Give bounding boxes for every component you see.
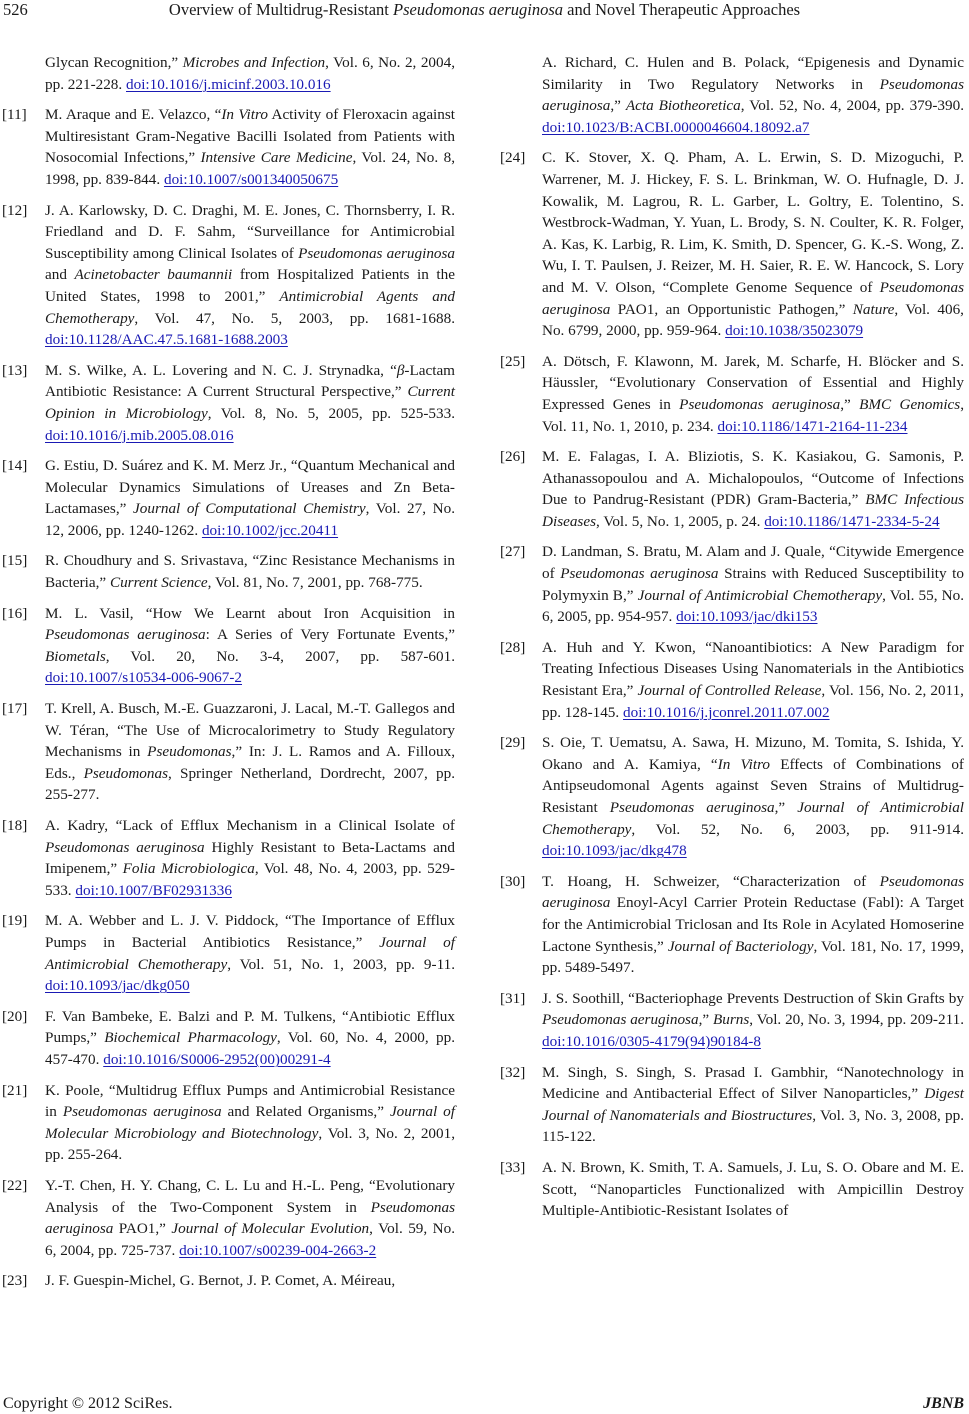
reference-number: [27] (500, 543, 526, 561)
italic-text: β (396, 361, 405, 379)
text-run: , Vol. 59, No. 6, 2004, pp. 725-737. (45, 1220, 456, 1259)
text-run: Effects of Combinations of Antipseudomonal Agents against Seven Strains of Multidrug-Resistant (542, 755, 964, 816)
reference-number: [29] (500, 734, 526, 752)
italic-text: BMC Infectious Diseases (542, 491, 964, 530)
text-run: , Springer Netherland, Dordrecht, 2007, pp. 255-277. (45, 764, 456, 804)
reference-entry (497, 732, 964, 862)
references-left-column (0, 52, 455, 1301)
text-run: , Vol. 60, No. 4, 2000, pp. 457-470. (45, 1029, 456, 1068)
italic-text: Pseudomonas aeruginosa (542, 75, 964, 115)
italic-text: Current Opinion in Microbiology (45, 383, 455, 422)
italic-text: Pseudomonas aeruginosa (679, 395, 841, 413)
text-run: , Vol. 52, No. 6, 2003, pp. 911-914. (631, 820, 964, 838)
reference-entry (497, 541, 964, 627)
text-run: M. Singh, S. Singh, S. Prasad I. Gambhir, “Nanotechnology in Medicine and Antibacterial Effect of Silver Nanoparticles,” (542, 1063, 964, 1103)
reference-entry (0, 200, 455, 351)
reference-number: [22] (2, 1176, 28, 1194)
text-run: , Vol. 406, No. 6799, 2000, pp. 959-964. (542, 300, 964, 340)
reference-entry (497, 637, 964, 723)
reference-number: [16] (2, 604, 28, 622)
text-run: Y.-T. Chen, H. Y. Chang, C. L. Lu and H.-L. Peng, “Evolutionary Analysis of the Two-Component System in (45, 1176, 455, 1216)
italic-text: Folia Microbiologica (122, 860, 255, 878)
text-run: , Vol. 52, No. 4, 2004, pp. 379-390. (740, 97, 964, 115)
doi-link[interactable]: doi:10.1002/jcc.20411 (201, 521, 339, 539)
reference-number: [26] (500, 448, 526, 466)
text-run: and (45, 266, 75, 284)
page-header (0, 0, 969, 22)
doi-link[interactable]: doi:10.1016/0305-4179(94)90184-8 (542, 1032, 761, 1050)
reference-entry (0, 1175, 455, 1261)
italic-text: Microbes and Infection (182, 54, 326, 71)
reference-number: [31] (500, 989, 526, 1007)
text-run: ,” In: J. L. Ramos and A. Filloux, Eds., (45, 743, 455, 782)
reference-entry (497, 147, 964, 341)
italic-text: Acta Biotheoretica (625, 97, 741, 115)
reference-entry (0, 603, 455, 689)
italic-text: Antimicrobial Agents and Chemotherapy (45, 287, 455, 327)
reference-entry (497, 446, 964, 532)
text-run: M. L. Vasil, “How We Learnt about Iron Acquisition in (45, 604, 455, 622)
italic-text: Intensive Care Medicine (200, 149, 353, 167)
text-run: ,” (840, 395, 860, 413)
reference-entry (0, 550, 455, 593)
doi-link[interactable]: doi:10.1016/j.jconrel.2011.07.002 (623, 703, 830, 721)
text-run: , Vol. 181, No. 17, 1999, pp. 5489-5497. (542, 937, 964, 977)
italic-text: Pseudomonas aeruginosa (62, 1103, 222, 1121)
doi-link[interactable]: doi:10.1128/AAC.47.5.1681-1688.2003 (45, 331, 288, 349)
text-run: ,” (774, 799, 798, 816)
text-run: K. Poole, “Multidrug Efflux Pumps and Antimicrobial Resistance in (45, 1081, 455, 1121)
reference-number: [32] (500, 1063, 526, 1081)
text-run: PAO1, an Opportunistic Pathogen,” (610, 300, 853, 318)
text-run: D. Landman, S. Bratu, M. Alam and J. Quale, “Citywide Emergence of (542, 543, 964, 583)
reference-entry (497, 871, 964, 979)
page-footer (0, 1394, 969, 1414)
italic-text: Biochemical Pharmacology (104, 1029, 277, 1047)
text-run: T. Hoang, H. Schweizer, “Characterization of (542, 872, 880, 890)
reference-continuation (497, 52, 964, 138)
text-run: , Vol. 47, No. 5, 2003, pp. 1681-1688. (134, 309, 455, 327)
text-run: -Lactam Antibiotic Resistance: A Current Structural Perspective,” (45, 361, 455, 401)
references-right-column (497, 52, 964, 1231)
italic-text: Pseudomonas aeruginosa (45, 626, 206, 644)
reference-number: [18] (2, 817, 28, 834)
italic-text: Pseudomonas aeruginosa (45, 838, 205, 856)
text-run: , Vol. 156, No. 2, 2011, pp. 128-145. (542, 682, 964, 721)
italic-text: Pseudomonas (83, 764, 168, 782)
text-run: A. Huh and Y. Kwon, “Nanoantibiotics: A New Paradigm for Treating Infectious Diseases Using Nanomaterials in the Antibiotics Resistant Era,” (542, 638, 964, 700)
text-run: A. N. Brown, K. Smith, T. A. Samuels, J. Lu, S. O. Obare and M. E. Scott, “Nanoparticles Functionalized with Ampicillin Destroy Multiple-Antibiotic-Resistant Isolates of (542, 1158, 964, 1220)
page-number: 526 (3, 0, 28, 19)
text-run: ,” (698, 1011, 713, 1029)
text-run: S. Oie, T. Uematsu, A. Sawa, H. Mizuno, M. Tomita, S. Ishida, Y. Okano and A. Kamiya, “ (542, 734, 964, 773)
text-run: , Vol. 27, No. 12, 2006, pp. 1240-1262. (45, 500, 456, 539)
text-run: M. A. Webber and L. J. V. Piddock, “The Importance of Efflux Pumps in Bacterial Antibiotics Resistance,” (45, 912, 455, 951)
reference-number: [13] (2, 361, 28, 379)
doi-link[interactable]: doi:10.1016/j.micinf.2003.10.016 (126, 75, 331, 93)
text-run: PAO1,” (113, 1220, 172, 1238)
reference-entry (497, 351, 964, 437)
text-run: , Vol. 81, No. 7, 2001, pp. 768-775. (207, 574, 423, 592)
italic-text: Current Science (109, 574, 208, 592)
text-run: , Vol. 20, No. 3-4, 2007, pp. 587-601. (105, 647, 455, 665)
text-run: from Hospitalized Patients in the United States, 1998 to 2001,” (45, 266, 455, 305)
italic-text: Digest Journal of Nanomaterials and Biostructures (542, 1085, 964, 1124)
text-run: , Vol. 11, No. 1, 2010, p. 234. (542, 395, 965, 435)
reference-entry (0, 455, 455, 541)
text-run: T. Krell, A. Busch, M.-E. Guazzaroni, J. Lacal, M.-T. Gallegos and W. Téran, “The Use of Microcalorimetry to Study Regulatory Mechanisms in (45, 700, 455, 761)
reference-number: [28] (500, 638, 526, 656)
text-run: : A Series of Very Fortunate Events,” (205, 626, 455, 644)
italic-text: Nature (852, 300, 895, 318)
reference-number: [15] (2, 552, 28, 570)
text-run: , Vol. 48, No. 4, 2003, pp. 529-533. (45, 860, 455, 899)
reference-number: [20] (2, 1007, 28, 1025)
italic-text: Biometals (45, 647, 106, 665)
text-run: A. Richard, C. Hulen and B. Polack, “Epigenesis and Dynamic Similarity in Two Regulatory Networks in (542, 54, 964, 93)
italic-text: Journal of Computational Chemistry (133, 500, 366, 518)
reference-entry (0, 360, 455, 446)
doi-link[interactable]: doi:10.1093/jac/dkg050 (45, 977, 190, 995)
text-run: J. S. Soothill, “Bacteriophage Prevents Destruction of Skin Grafts by (542, 989, 964, 1007)
doi-link[interactable]: doi:10.1093/jac/dki153 (676, 608, 818, 626)
italic-text: Journal of Molecular Evolution (171, 1220, 370, 1238)
italic-text: Pseudomonas aeruginosa (560, 565, 719, 583)
text-run: R. Choudhury and S. Srivastava, “Zinc Resistance Mechanisms in Bacteria,” (45, 552, 455, 592)
running-title (0, 0, 969, 20)
text-run: J. F. Guespin-Michel, G. Bernot, J. P. Comet, A. Méireau, (45, 1272, 396, 1290)
italic-text: In Vitro (717, 755, 771, 773)
doi-link[interactable]: doi:10.1007/s001340050675 (163, 170, 339, 188)
reference-entry (0, 1080, 455, 1166)
reference-entry (497, 1062, 964, 1148)
text-run: , Vol. 5, No. 1, 2005, p. 24. (596, 512, 765, 530)
reference-number: [30] (500, 872, 526, 890)
text-run: M. E. Falagas, I. A. Bliziotis, S. K. Kasiakou, G. Samonis, P. Athanassopoulou and A. Michalopoulos, “Outcome of Infections Due to Pandrug-Resistant (PDR) Gram-Bacteria,” (542, 448, 964, 509)
doi-link[interactable]: doi:10.1007/BF02931336 (75, 881, 232, 899)
doi-link[interactable]: doi:10.1038/35023079 (725, 322, 864, 340)
italic-text: Pseudomonas aeruginosa (542, 1011, 699, 1029)
italic-text: Pseudomonas aeruginosa (542, 278, 964, 318)
reference-entry (497, 1157, 964, 1222)
italic-text: Journal of Antimicrobial Chemotherapy (45, 933, 455, 973)
text-run: J. A. Karlowsky, D. C. Draghi, M. E. Jones, C. Thornsberry, I. R. Friedland and D. F. Sahm, “Surveillance for Antimicrobial Susceptibility among Clinical Isolates of (45, 201, 455, 262)
reference-number: [17] (2, 700, 28, 718)
text-run: , Vol. 20, No. 3, 1994, pp. 209-211. (749, 1011, 965, 1029)
italic-text: BMC Genomics (859, 395, 961, 413)
reference-entry (497, 988, 964, 1053)
text-run: and Novel Therapeutic Approaches (563, 0, 801, 19)
doi-link[interactable]: doi:10.1016/j.mib.2005.08.016 (45, 426, 234, 444)
italic-text: Pseudomonas aeruginosa (542, 872, 964, 912)
text-run: , Vol. 3, No. 2, 2001, pp. 255-264. (45, 1124, 456, 1164)
reference-number: [23] (2, 1272, 28, 1290)
doi-link[interactable]: doi:10.1007/s10534-006-9067-2 (45, 669, 243, 687)
doi-link[interactable]: doi:10.1023/B:ACBI.0000046604.18092.a7 (542, 118, 810, 136)
reference-number: [14] (2, 457, 28, 475)
text-run: A. Kadry, “Lack of Efflux Mechanism in a Clinical Isolate of (45, 817, 455, 834)
text-run: M. Araque and E. Velazco, “ (45, 106, 222, 124)
italic-text: In Vitro (221, 106, 268, 124)
text-run: A. Dötsch, F. Klawonn, M. Jarek, M. Scharfe, H. Blöcker and S. Häussler, “Evolutionary Conservation of Essential and Highly Expressed Genes in (542, 352, 964, 413)
reference-entry (0, 698, 455, 806)
reference-number: [12] (2, 201, 28, 219)
reference-number: [33] (500, 1158, 526, 1176)
italic-text: Journal of Bacteriology (667, 937, 814, 955)
reference-continuation (0, 52, 455, 95)
text-run: G. Estiu, D. Suárez and K. M. Merz Jr., “Quantum Mechanical and Molecular Dynamics Simulations of Ureases and Zn Beta-Lactamases,” (45, 457, 455, 518)
doi-link[interactable]: doi:10.1007/s00239-004-2663-2 (179, 1241, 377, 1259)
text-run: Activity of Fleroxacin against Multiresistant Gram-Negative Bacilli Isolated from Patients with Nosocomial Infections,” (45, 106, 455, 167)
doi-link[interactable]: doi:10.1186/1471-2334-5-24 (764, 512, 940, 530)
italic-text: Journal of Antimicrobial Chemotherapy (542, 799, 965, 838)
text-run: Enoyl-Acyl Carrier Protein Reductase (Fabl): A Target for the Antimicrobial Triclosan and Its Role in Acylated Homoserine Lactone Synthesis,” (542, 894, 964, 955)
reference-number: [25] (500, 352, 526, 370)
copyright-notice: Copyright © 2012 SciRes. (3, 1395, 173, 1412)
doi-link[interactable]: doi:10.1016/S0006-2952(00)00291-4 (103, 1050, 331, 1068)
text-run: , Vol. 3, No. 3, 2008, pp. 115-122. (542, 1106, 965, 1146)
reference-entry (0, 1006, 455, 1071)
text-run: Strains with Reduced Susceptibility to Polymyxin B,” (542, 565, 964, 604)
text-run: and Related Organisms,” (221, 1103, 390, 1121)
text-run: , Vol. 6, No. 2, 2004, pp. 221-228. (45, 54, 456, 93)
italic-text: Burns (712, 1011, 750, 1029)
italic-text: Journal of Antimicrobial Chemotherapy (637, 586, 883, 604)
doi-link[interactable]: doi:10.1186/1471-2164-11-234 (717, 417, 908, 435)
italic-text: Pseudomonas aeruginosa (298, 244, 456, 262)
journal-abbreviation: JBNB (923, 1395, 964, 1412)
text-run: F. Van Bambeke, E. Balzi and P. M. Tulkens, “Antibiotic Efflux Pumps,” (45, 1007, 455, 1047)
text-run: , Vol. 51, No. 1, 2003, pp. 9-11. (227, 955, 455, 973)
reference-entry (0, 104, 455, 190)
text-run: , Vol. 8, No. 5, 2005, pp. 525-533. (207, 404, 456, 422)
text-run: Highly Resistant to Beta-Lactams and Imipenem,” (45, 838, 455, 878)
reference-number: [21] (2, 1081, 28, 1099)
italic-text: Pseudomonas aeruginosa (393, 0, 564, 19)
reference-entry (0, 1270, 455, 1292)
italic-text: Journal of Controlled Release (637, 682, 822, 700)
text-run: Overview of Multidrug-Resistant (168, 0, 393, 19)
reference-entry (0, 910, 455, 996)
reference-number: [11] (2, 106, 27, 124)
italic-text: Pseudomonas aeruginosa (45, 1198, 455, 1238)
doi-link[interactable]: doi:10.1093/jac/dkg478 (542, 842, 687, 860)
italic-text: Journal of Molecular Microbiology and Biotechnology (45, 1103, 455, 1142)
reference-number: [19] (2, 912, 28, 930)
reference-entry (0, 815, 455, 901)
text-run: C. K. Stover, X. Q. Pham, A. L. Erwin, S. D. Mizoguchi, P. Warrener, M. J. Hickey, F. S. L. Brinkman, W. O. Hufnagle, D. J. Kowalik, M. Lagrou, R. L. Garber, L. Goltry, E. Tolentino, S. Westbrock-Wadman, Y. Yuan, L. Brody, S. N. Coulter, K. R. Folger, A. Kas, K. Larbig, R. Lim, K. Smith, D. Spencer, G. K.-S. Wong, Z. Wu, I. T. Paulsen, J. Reizer, M. H. Saier, R. E. W. Hancock, S. Lory and M. V. Olson, “Complete Genome Sequence of (542, 149, 964, 296)
text-run: ,” (610, 97, 626, 115)
italic-text: Pseudomonas aeruginosa (609, 799, 775, 816)
text-run: M. S. Wilke, A. L. Lovering and N. C. J. Strynadka, “ (45, 361, 397, 379)
italic-text: Pseudomonas (147, 743, 232, 761)
text-run: , Vol. 24, No. 8, 1998, pp. 839-844. (45, 149, 455, 188)
text-run: , Vol. 55, No. 6, 2005, pp. 954-957. (542, 586, 964, 626)
reference-number: [24] (500, 149, 526, 167)
text-run: Glycan Recognition,” (45, 54, 183, 71)
italic-text: Acinetobacter baumannii (74, 266, 233, 284)
